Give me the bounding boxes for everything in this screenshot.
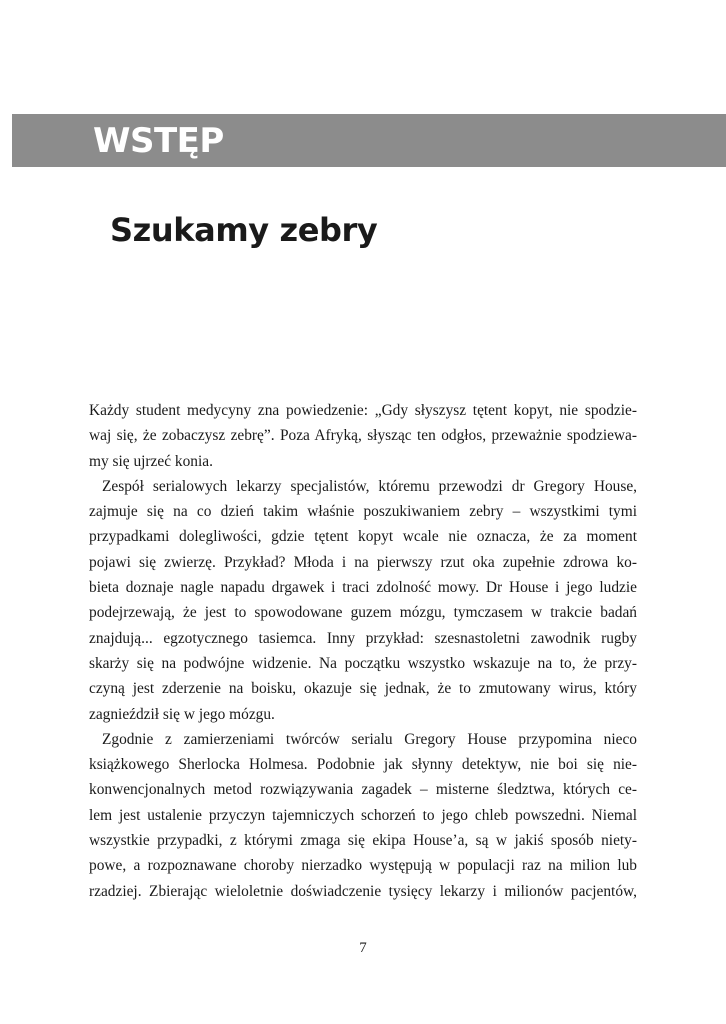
text-line: podejrzewają, że jest to spowodowane guzem mózgu, tymczasem w trakcie badań — [89, 604, 637, 622]
text-line: Każdy student medycyny zna powiedzenie: „Gdy słyszysz tętent kopyt, nie spodzie- — [89, 402, 637, 419]
section-label: WSTĘP — [93, 121, 224, 161]
text-line: Zespół serialowych lekarzy specjalistów, któremu przewodzi dr Gregory House, — [102, 477, 637, 495]
text-line: znajdują... egzotycznego tasiemca. Inny przykład: szesnastoletni zawodnik rugby — [89, 629, 637, 647]
paragraph — [89, 727, 637, 904]
text-line: rzadziej. Zbierając wieloletnie doświadczenie tysięcy lekarzy i milionów pacjentów, — [89, 882, 637, 900]
text-line: Zgodnie z zamierzeniami twórców serialu Gregory House przypomina nieco — [102, 730, 637, 748]
text-line: my się ujrzeć konia. — [89, 452, 213, 470]
paragraph — [89, 398, 637, 474]
text-line: powe, a rozpoznawane choroby nierzadko występują w populacji raz na milion lub — [89, 857, 637, 875]
text-line: zajmuje się na co dzień takim właśnie poszukiwaniem zebry – wszystkimi tymi — [89, 503, 637, 521]
text-line: skarży się na podwójne widzenie. Na początku wszystko wskazuje na to, że przy- — [89, 654, 637, 672]
text-line: czyną jest zderzenie na boisku, okazuje się jednak, że to zmutowany wirus, który — [89, 680, 637, 698]
page-number: 7 — [359, 940, 367, 956]
text-line: lem jest ustalenie przyczyn tajemniczych schorzeń to jego chleb powszedni. Niemal — [89, 806, 637, 824]
text-line: zagnieździł się w jego mózgu. — [89, 705, 275, 723]
paragraph — [89, 474, 637, 727]
text-line: książkowego Sherlocka Holmesa. Podobnie jak słynny detektyw, nie boi się nie- — [89, 756, 637, 774]
text-line: konwencjonalnych metod rozwiązywania zagadek – misterne śledztwa, których ce- — [89, 781, 637, 799]
text-line: bieta doznaje nagle napadu drgawek i traci zdolność mowy. Dr House i jego ludzie — [89, 579, 637, 597]
chapter-title: Szukamy zebry — [110, 211, 378, 249]
text-line: przypadkami dolegliwości, gdzie tętent kopyt wcale nie oznacza, że za moment — [89, 528, 637, 546]
text-line: pojawi się zwierzę. Przykład? Młoda i na pierwszy rzut oka zupełnie zdrowa ko- — [89, 553, 637, 571]
text-line: wszystkie przypadki, z którymi zmaga się ekipa House’a, są w jakiś sposób niety- — [89, 832, 637, 850]
text-line: waj się, że zobaczysz zebrę”. Poza Afryką, słysząc ten odgłos, przeważnie spodziewa- — [89, 427, 637, 445]
body-text — [89, 398, 637, 904]
